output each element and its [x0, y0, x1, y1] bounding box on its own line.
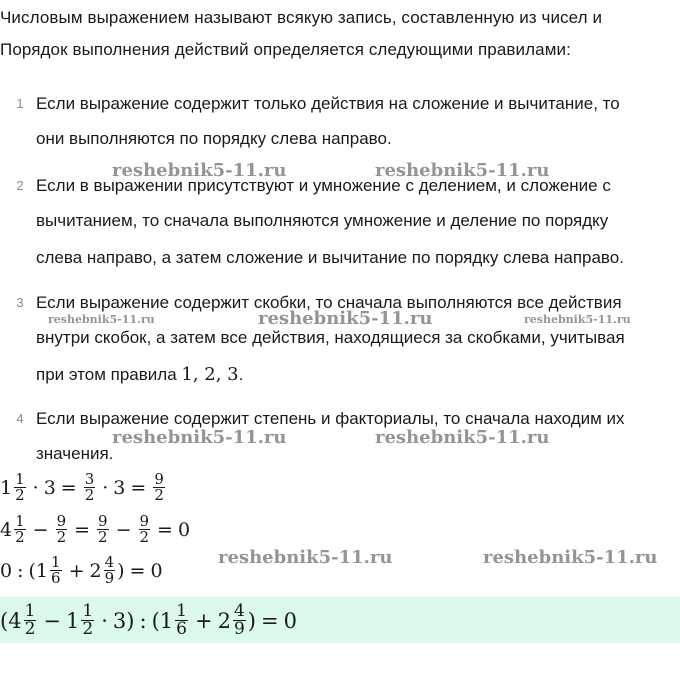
math-whole: 1: [0, 476, 13, 499]
math-fraction: [97, 514, 109, 545]
math-fraction: [81, 603, 94, 638]
math-fraction: [153, 472, 165, 503]
math-number: 0: [0, 559, 13, 582]
math-fraction: [233, 603, 246, 638]
math-result: 0: [283, 608, 297, 633]
rule-text-line-with-refs: [36, 364, 243, 385]
rule-number: 1: [16, 96, 24, 111]
math-equals: =: [260, 608, 279, 633]
rule-number: 2: [16, 178, 24, 193]
fraction-numerator: 9: [154, 470, 164, 488]
fraction-denominator: 9: [233, 619, 245, 639]
math-paren: ): [247, 608, 256, 633]
math-paren: ): [117, 559, 125, 582]
math-operator: +: [68, 559, 85, 582]
fraction-denominator: 2: [154, 486, 164, 504]
rule-number: 4: [16, 411, 24, 426]
fraction-denominator: 2: [139, 528, 150, 546]
fraction-numerator: 4: [104, 553, 115, 571]
watermark: reshebnik5-11.ru: [258, 308, 433, 329]
math-operator: −: [32, 518, 49, 541]
math-fraction: [84, 472, 96, 503]
math-equals: =: [130, 476, 147, 499]
fraction-denominator: 2: [84, 486, 95, 504]
math-fraction: [14, 514, 26, 545]
rule-text-line: значения.: [36, 444, 114, 463]
fraction-denominator: 6: [51, 569, 61, 587]
fraction-denominator: 2: [15, 528, 25, 546]
rule-text-line: они выполняются по порядку слева направо.: [36, 129, 392, 148]
rule-end: .: [238, 365, 244, 384]
math-equals: =: [74, 518, 91, 541]
math-equals: =: [129, 559, 146, 582]
math-equals: =: [60, 476, 77, 499]
fraction-numerator: 9: [56, 512, 67, 530]
fraction-numerator: 1: [176, 601, 187, 621]
math-operator: ·: [101, 608, 108, 633]
fraction-denominator: 2: [82, 619, 94, 639]
intro-line-2: Порядок выполнения действий определяется следующими правилами:: [0, 40, 571, 59]
math-equals: =: [157, 518, 173, 541]
math-equation-2: [0, 514, 190, 545]
fraction-numerator: 9: [139, 512, 150, 530]
math-operator: :: [17, 559, 24, 582]
rule-text: при этом правила: [36, 365, 182, 384]
fraction-denominator: 2: [98, 528, 108, 546]
rule-refs: 1, 2, 3: [181, 364, 239, 385]
math-whole: 2: [89, 559, 102, 582]
math-result: 0: [177, 518, 191, 541]
math-fraction: [14, 472, 26, 503]
rule-text-line: Если в выражении присутствуют и умножение с делением, и сложение с: [36, 176, 611, 195]
fraction-numerator: 9: [98, 512, 108, 530]
math-equation-3: [0, 555, 163, 586]
math-paren: ): [126, 608, 135, 633]
math-whole: 1: [35, 559, 49, 582]
math-whole: 1: [66, 608, 80, 633]
watermark: reshebnik5-11.ru: [375, 427, 550, 448]
math-paren: (: [28, 559, 36, 582]
fraction-numerator: 1: [15, 512, 25, 530]
rule-number: 3: [16, 295, 24, 310]
watermark: reshebnik5-11.ru: [375, 160, 550, 181]
fraction-denominator: 6: [176, 619, 187, 639]
math-operator: ·: [102, 476, 109, 499]
math-fraction: [50, 555, 62, 586]
math-operator: ·: [32, 476, 39, 499]
math-operator: −: [115, 518, 132, 541]
rule-text-line: внутри скобок, а затем все действия, находящиеся за скобками, учитывая: [36, 328, 625, 347]
fraction-denominator: 2: [15, 486, 25, 504]
watermark: reshebnik5-11.ru: [112, 427, 287, 448]
math-operator: :: [139, 608, 147, 633]
math-equation-1: [0, 472, 167, 503]
math-number: 3: [113, 476, 126, 499]
math-fraction: [24, 603, 37, 638]
watermark: reshebnik5-11.ru: [112, 160, 287, 181]
fraction-numerator: 1: [51, 553, 61, 571]
math-operator: +: [194, 608, 213, 633]
math-fraction: [175, 603, 188, 638]
math-whole: 4: [8, 608, 22, 633]
math-paren: (: [0, 608, 9, 633]
rule-text-line: Если выражение содержит степень и факториалы, то сначала находим их: [36, 409, 625, 428]
watermark: reshebnik5-11.ru: [483, 547, 658, 568]
math-paren: (: [151, 608, 160, 633]
fraction-numerator: 4: [233, 601, 245, 621]
math-answer: [0, 603, 297, 638]
rule-text-line: слева направо, а затем сложение и вычитание по порядку слева направо.: [36, 248, 624, 267]
math-fraction: [139, 514, 151, 545]
math-fraction: [56, 514, 68, 545]
watermark: reshebnik5-11.ru: [48, 313, 155, 326]
math-operator: −: [43, 608, 62, 633]
intro-line-1: Числовым выражением называют всякую запись, составленную из чисел и: [0, 8, 603, 27]
fraction-numerator: 3: [84, 470, 95, 488]
fraction-denominator: 2: [24, 619, 36, 639]
math-number: 3: [43, 476, 56, 499]
fraction-denominator: 9: [104, 569, 115, 587]
math-whole: 4: [0, 518, 13, 541]
math-number: 3: [112, 608, 127, 633]
fraction-numerator: 1: [82, 601, 94, 621]
watermark: reshebnik5-11.ru: [218, 547, 393, 568]
math-fraction: [104, 555, 116, 586]
rule-text-line: вычитанием, то сначала выполняются умножение и деление по порядку: [36, 211, 609, 230]
fraction-numerator: 1: [24, 601, 36, 621]
math-result: 0: [150, 559, 163, 582]
math-whole: 1: [159, 608, 174, 633]
math-whole: 2: [217, 608, 231, 633]
fraction-numerator: 1: [15, 470, 25, 488]
watermark: reshebnik5-11.ru: [524, 313, 631, 326]
rule-text-line: Если выражение содержит только действия на сложение и вычитание, то: [36, 94, 620, 113]
fraction-denominator: 2: [56, 528, 67, 546]
rule-text-line: Если выражение содержит скобки, то сначала выполняются все действия: [36, 293, 622, 312]
